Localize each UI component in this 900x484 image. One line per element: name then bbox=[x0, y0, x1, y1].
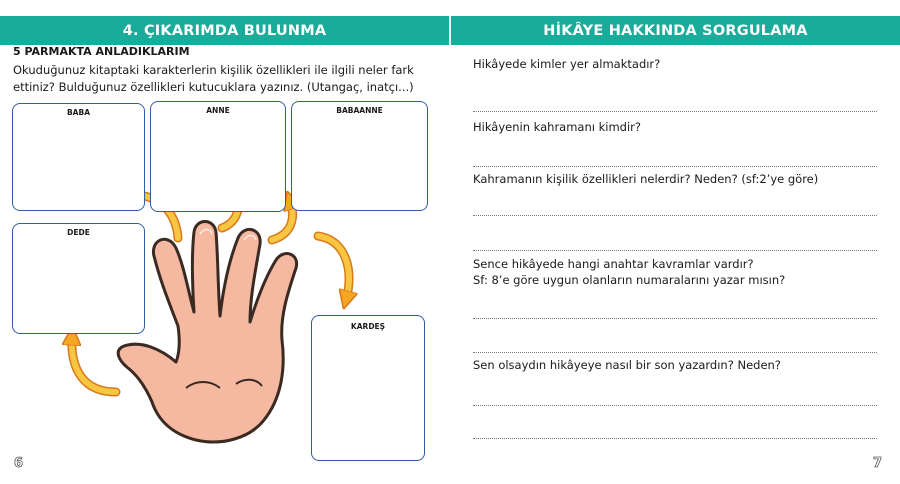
answer-line[interactable] bbox=[473, 405, 877, 406]
question-text: Hikâyede kimler yer almaktadır? bbox=[473, 57, 661, 71]
left-page-banner: 4. ÇIKARIMDA BULUNMA bbox=[0, 16, 449, 45]
box-label: BABA bbox=[66, 108, 91, 117]
answer-line[interactable] bbox=[473, 250, 877, 251]
page-number: 7 bbox=[873, 456, 883, 471]
box-label: ANNE bbox=[206, 106, 230, 115]
answer-line[interactable] bbox=[473, 215, 877, 216]
question-text: Sence hikâyede hangi anahtar kavramlar vardır? bbox=[473, 257, 754, 271]
right-page-banner: HİKÂYE HAKKINDA SORGULAMA bbox=[451, 16, 900, 45]
question-text: Sen olsaydın hikâyeye nasıl bir son yazardın? Neden? bbox=[473, 358, 781, 372]
page-number: 6 bbox=[14, 456, 24, 471]
curved-arrow-icon bbox=[72, 336, 116, 392]
box-label: DEDE bbox=[67, 228, 90, 237]
character-box-dede[interactable] bbox=[12, 223, 145, 334]
answer-line[interactable] bbox=[473, 438, 877, 439]
question-text: Kahramanın kişilik özellikleri nelerdir? Neden? (sf:2’ye göre) bbox=[473, 172, 819, 186]
answer-line[interactable] bbox=[473, 111, 877, 112]
character-box-kardes[interactable] bbox=[311, 315, 425, 461]
box-label: BABAANNE bbox=[336, 106, 383, 115]
question-text: Hikâyenin kahramanı kimdir? bbox=[473, 120, 641, 134]
box-label: KARDEŞ bbox=[350, 322, 386, 331]
answer-line[interactable] bbox=[473, 352, 877, 353]
activity-instruction: Okuduğunuz kitaptaki karakterlerin kişilik özellikleri ile ilgili neler fark ettiniz? Bulduğunuz özellikleri kutucuklara yazınız. (Utangaç, inatçı...) bbox=[13, 63, 414, 94]
character-box-babaanne[interactable] bbox=[291, 101, 428, 211]
character-box-baba[interactable] bbox=[12, 103, 145, 211]
question-text: Sf: 8’e göre uygun olanların numaralarını yazar mısın? bbox=[473, 273, 786, 287]
activity-heading: 5 PARMAKTA ANLADIKLARIM bbox=[13, 45, 190, 58]
answer-line[interactable] bbox=[473, 166, 877, 167]
answer-line[interactable] bbox=[473, 318, 877, 319]
character-box-anne[interactable] bbox=[150, 101, 286, 212]
